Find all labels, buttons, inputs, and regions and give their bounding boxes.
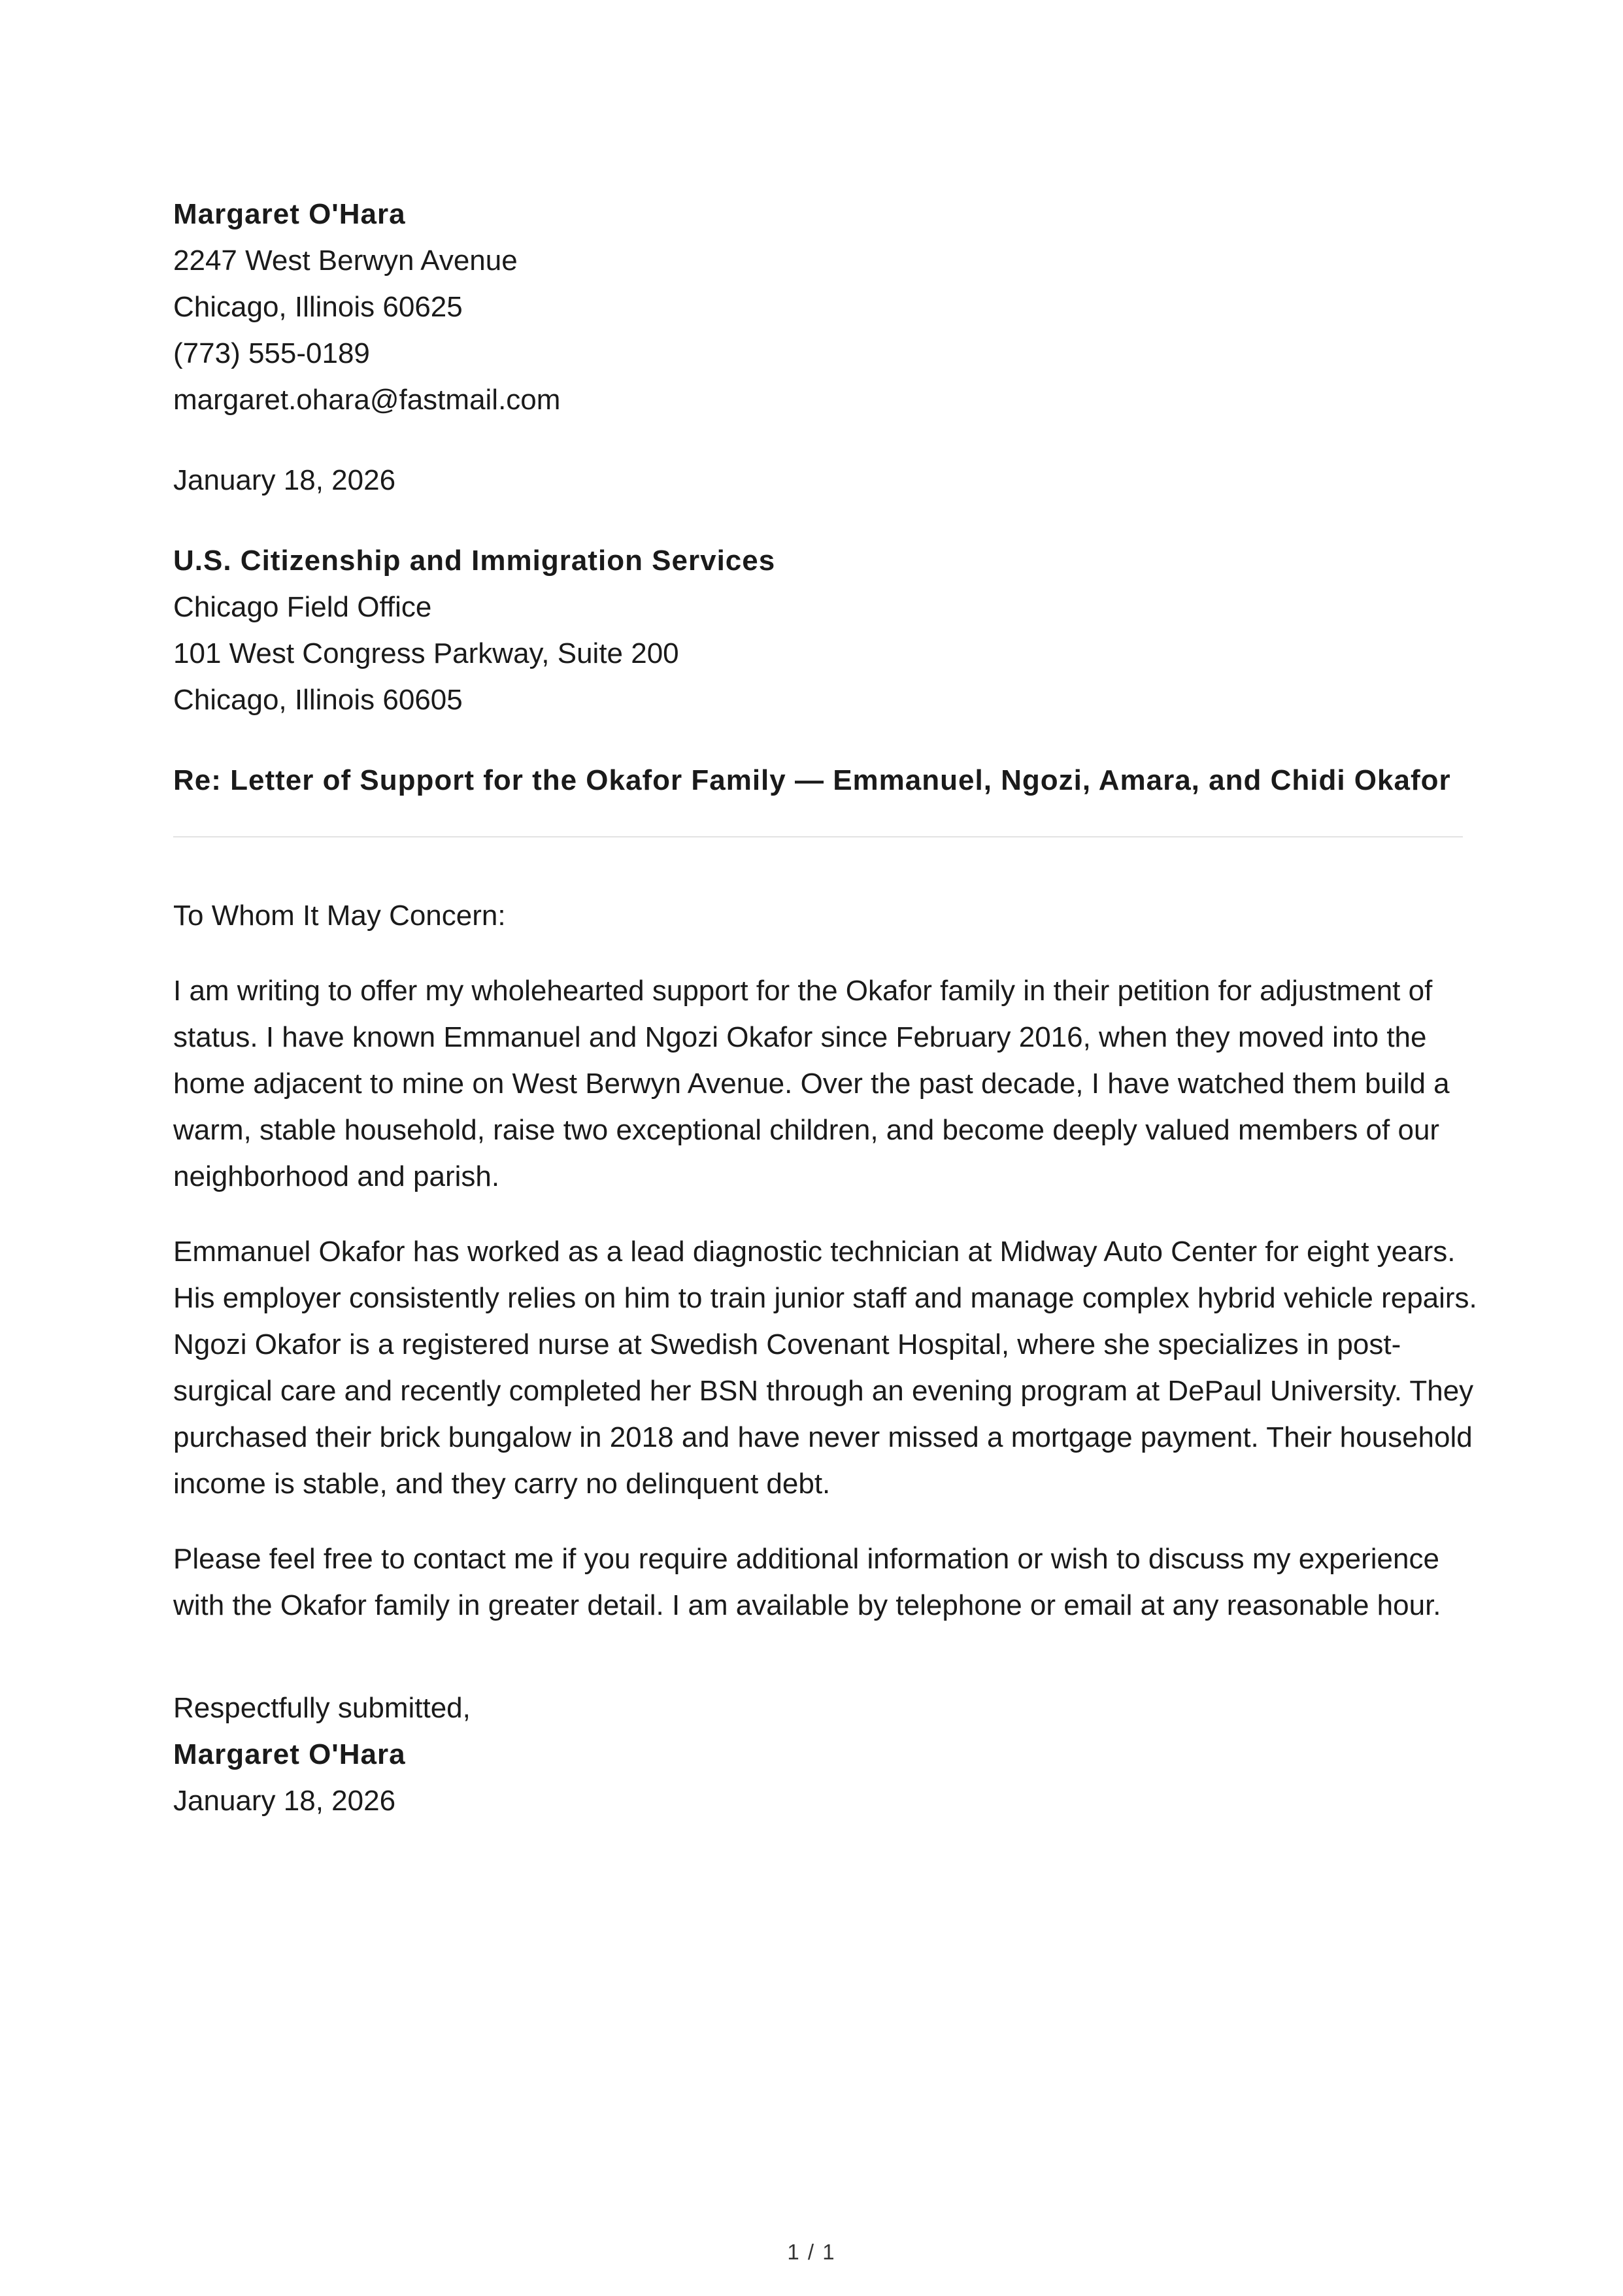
recipient-city: Chicago, Illinois 60605 bbox=[173, 684, 463, 716]
letter-date: January 18, 2026 bbox=[173, 464, 396, 496]
paragraph-line: warm, stable household, raise two exceptional children, and become deeply valued members of our bbox=[173, 1114, 1440, 1146]
paragraph-line: neighborhood and parish. bbox=[173, 1160, 500, 1192]
paragraph-line: Please feel free to contact me if you require additional information or wish to discuss my experience bbox=[173, 1543, 1439, 1575]
sender-street: 2247 West Berwyn Avenue bbox=[173, 245, 518, 277]
paragraph-line: status. I have known Emmanuel and Ngozi Okafor since February 2016, when they moved into the bbox=[173, 1021, 1427, 1053]
page-number: 1 / 1 bbox=[787, 2240, 836, 2264]
paragraph-line: Emmanuel Okafor has worked as a lead diagnostic technician at Midway Auto Center for eight years. bbox=[173, 1236, 1456, 1268]
date-block bbox=[173, 457, 1463, 503]
sender-city: Chicago, Illinois 60625 bbox=[173, 291, 463, 323]
letter-page bbox=[173, 191, 1477, 1824]
sender-email: margaret.ohara@fastmail.com bbox=[173, 384, 561, 416]
paragraph-line: His employer consistently relies on him to train junior staff and manage complex hybrid vehicle repairs. bbox=[173, 1282, 1477, 1314]
sender-block bbox=[173, 191, 1463, 423]
salutation: To Whom It May Concern: bbox=[173, 900, 506, 932]
body-paragraph-2 bbox=[173, 1228, 1477, 1507]
divider bbox=[173, 836, 1463, 837]
signature-date: January 18, 2026 bbox=[173, 1785, 396, 1817]
paragraph-line: I am writing to offer my wholehearted support for the Okafor family in their petition for adjustment of bbox=[173, 975, 1433, 1007]
paragraph-line: surgical care and recently completed her BSN through an evening program at DePaul University. They bbox=[173, 1375, 1474, 1407]
recipient-org: U.S. Citizenship and Immigration Services bbox=[173, 545, 776, 577]
closing-phrase: Respectfully submitted, bbox=[173, 1692, 471, 1724]
sender-phone: (773) 555-0189 bbox=[173, 337, 370, 369]
sender-name: Margaret O'Hara bbox=[173, 198, 406, 230]
recipient-street: 101 West Congress Parkway, Suite 200 bbox=[173, 637, 679, 669]
recipient-office: Chicago Field Office bbox=[173, 591, 432, 623]
paragraph-line: Ngozi Okafor is a registered nurse at Swedish Covenant Hospital, where she specializes in post- bbox=[173, 1328, 1401, 1360]
paragraph-line: home adjacent to mine on West Berwyn Avenue. Over the past decade, I have watched them build a bbox=[173, 1068, 1450, 1100]
recipient-block bbox=[173, 537, 1463, 723]
body-paragraph-1 bbox=[173, 968, 1463, 1200]
body-paragraph-3 bbox=[173, 1536, 1463, 1629]
signature-name: Margaret O'Hara bbox=[173, 1738, 406, 1770]
subject-line: Re: Letter of Support for the Okafor Family — Emmanuel, Ngozi, Amara, and Chidi Okafor bbox=[173, 764, 1451, 796]
closing-block bbox=[173, 1685, 1463, 1824]
paragraph-line: purchased their brick bungalow in 2018 and have never missed a mortgage payment. Their household bbox=[173, 1421, 1473, 1453]
paragraph-line: with the Okafor family in greater detail. I am available by telephone or email at any reasonable hour. bbox=[173, 1589, 1441, 1621]
paragraph-line: income is stable, and they carry no delinquent debt. bbox=[173, 1468, 831, 1500]
